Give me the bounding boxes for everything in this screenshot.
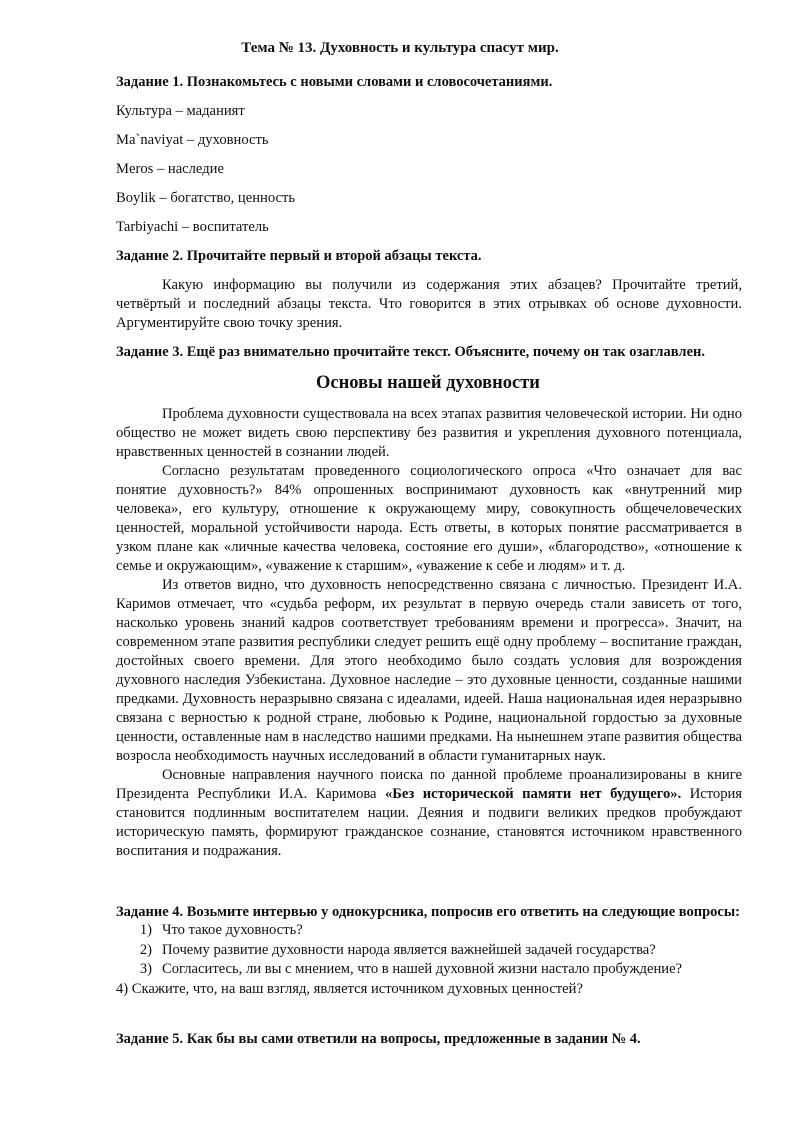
article-paragraph-3: Из ответов видно, что духовность непосредственно связана с личностью. Президент И.А. Каримов отмечает, что «судьба реформ, их результат в первую очередь стали зависеть от того, насколько уровень знаний кадров соответствует требованиям времени и прогресса». Значит, на современном этапе развития республики следует решить ещё одну проблему – воспитание граждан, достойных своего времени. Для этого необходимо было создать условия для возрождения духовного наследия Узбекистана. Духовное наследие – это духовные ценности, созданные нашими предками. Духовность неразрывно связана с идеалами, идеей. Наша национальная идея неразрывно связана с верностью к родной стране, любовью к Родине, национальной гордостью за духовные ценности, оставленные нам в наследство нашими предками. На нынешнем этапе развития общества возросла необходимость научных исследований в области гуманитарных наук. (116, 577, 742, 764)
book-title: «Без исторической памяти нет будущего». (384, 786, 682, 802)
task-4-heading: Задание 4. Возьмите интервью у однокурсника, попросив его ответить на следующие вопросы: (116, 904, 741, 920)
article-paragraph-2: Согласно результатам проведенного социологического опроса «Что означает для вас понятие духовность?» 84% опрошенных воспринимают духовность как «внутренний мир человека», его культуру, отношение к окружающему миру, совокупность общечеловеческих ценностей, моральной устойчивости народа. Есть ответы, в которых понятие рассматривается в узком плане как «личные качества человека, состояние его души», «благородство», «отношение к семье и окружающим», «уважение к старшим», «уважение к себе и людям» и т. д. (116, 463, 742, 574)
task-2-heading: Задание 2. Прочитайте первый и второй абзацы текста. (116, 248, 482, 264)
question-text: Что такое духовность? (162, 922, 303, 938)
question-item (116, 941, 756, 961)
paragraph-4-text-end: История становится подлинным воспитателем нации. Деяния и подвиги великих предков пробуждают историческую память, формируют гражданское сознание, становятся источником нравственного воспитания и подражания. (116, 786, 743, 859)
task-3-heading: Задание 3. Ещё раз внимательно прочитайте текст. Объясните, почему он так озаглавлен. (116, 344, 705, 360)
question-number: 1) (139, 922, 152, 938)
question-item (116, 960, 756, 980)
question-item-4: 4) Скажите, что, на ваш взгляд, является источником духовных ценностей? (116, 980, 583, 997)
question-number: 2) (139, 941, 152, 958)
task-5-heading: Задание 5. Как бы вы сами ответили на вопросы, предложенные в задании № 4. (116, 1031, 641, 1047)
article-heading: Основы нашей духовности (316, 373, 540, 393)
vocab-item: Boylik – богатство, ценность (116, 190, 296, 206)
article-paragraph-1: Проблема духовности существовала на всех этапах развития человеческой истории. Ни одно общество не может видеть свою перспективу без развития и укрепления духовного потенциала, нравственных ценностей в сознании людей. (116, 406, 742, 460)
task-1-heading: Задание 1. Познакомьтесь с новыми словами и словосочетаниями. (116, 74, 553, 90)
question-item (116, 921, 756, 941)
question-number: 3) (139, 961, 152, 977)
article-paragraph-4 (116, 766, 742, 861)
article-body (116, 405, 742, 861)
vocab-item: Культура – маданият (116, 103, 245, 119)
task-4-question-list (116, 921, 756, 999)
vocab-item: Meros – наследие (116, 161, 224, 177)
vocab-item: Ma`naviyat – духовность (116, 132, 269, 148)
question-text: Почему развитие духовности народа является важнейшей задачей государства? (162, 941, 656, 958)
task-2-text-block (116, 276, 742, 333)
paragraph-4-text-start: Основные направления научного поиска по данной проблеме проанализированы в книге Президента Республики И.А. Каримова (116, 767, 742, 802)
task-2-paragraph: Какую информацию вы получили из содержания этих абзацев? Прочитайте третий, четвёртый и последний абзацы текста. Что говорится в этих отрывках об основе духовности. Аргументируйте свою точку зрения. (116, 277, 742, 331)
page-title: Тема № 13. Духовность и культура спасут мир. (241, 40, 559, 56)
vocab-item: Tarbiyachi – воспитатель (116, 219, 269, 235)
question-text: Согласитесь, ли вы с мнением, что в нашей духовной жизни настало пробуждение? (162, 961, 683, 977)
